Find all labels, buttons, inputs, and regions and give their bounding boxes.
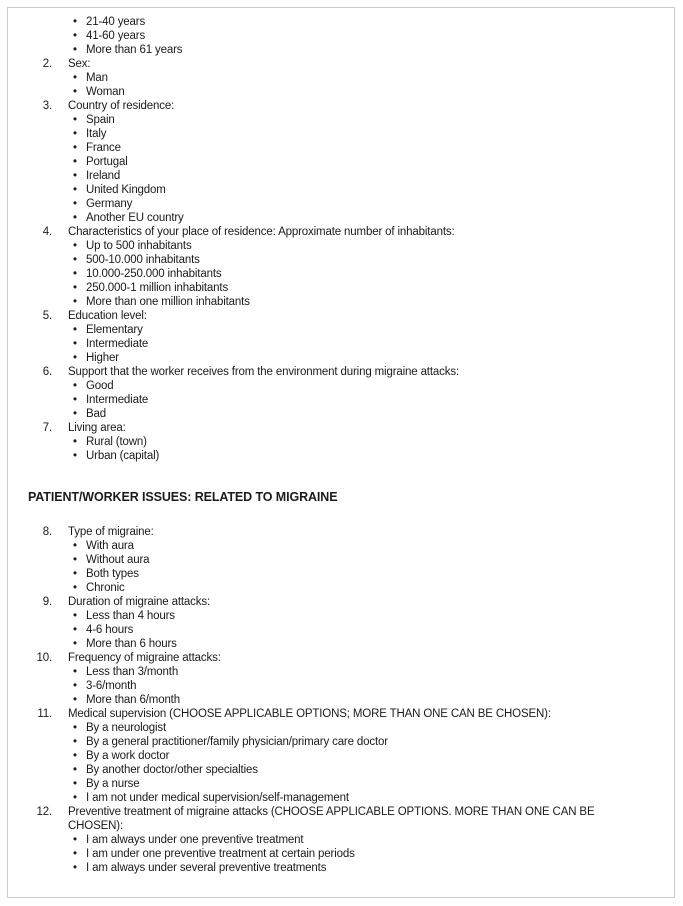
question-item <box>28 225 625 239</box>
answer-option <box>28 295 625 309</box>
question-number: 8. <box>42 526 52 538</box>
question-item <box>28 707 625 721</box>
question-number: 2. <box>42 58 52 70</box>
question-item <box>28 365 625 379</box>
answer-option-label: More than 6 hours <box>86 638 177 650</box>
question-number: 4. <box>42 226 52 238</box>
bullet-icon <box>68 749 86 763</box>
answer-option-label: Bad <box>86 408 107 420</box>
answer-option <box>28 861 625 875</box>
answer-option-label: 21-40 years <box>86 16 146 28</box>
answer-option <box>28 393 625 407</box>
answer-option <box>28 435 625 449</box>
question-label: Preventive treatment of migraine attacks (CHOOSE APPLICABLE OPTIONS. MORE THAN ONE CAN BE CHOSEN): <box>68 806 595 832</box>
bullet-icon <box>68 833 86 847</box>
bullet-icon <box>68 861 86 875</box>
answer-option-label: 41-60 years <box>86 30 146 42</box>
answer-option <box>28 155 625 169</box>
answer-option-label: Elementary <box>86 324 143 336</box>
bullet-icon <box>68 295 86 309</box>
answer-option <box>28 337 625 351</box>
answer-option <box>28 693 625 707</box>
answer-option-label: Intermediate <box>86 338 149 350</box>
question-item <box>28 525 625 539</box>
bullet-icon <box>68 637 86 651</box>
answer-option-label: Chronic <box>86 582 125 594</box>
bullet-icon <box>68 791 86 805</box>
bullet-icon <box>68 127 86 141</box>
bullet-icon <box>68 113 86 127</box>
answer-option-label: United Kingdom <box>86 184 166 196</box>
question-item <box>28 421 625 435</box>
answer-option <box>28 239 625 253</box>
answer-option <box>28 71 625 85</box>
bullet-icon <box>68 267 86 281</box>
bullet-icon <box>68 407 86 421</box>
question-number: 12. <box>36 806 52 818</box>
answer-option <box>28 253 625 267</box>
answer-option <box>28 553 625 567</box>
answer-option-label: More than 6/month <box>86 694 180 706</box>
bullet-icon <box>68 379 86 393</box>
answer-option <box>28 721 625 735</box>
question-label: Country of residence: <box>68 100 175 112</box>
answer-option <box>28 665 625 679</box>
answer-option <box>28 183 625 197</box>
bullet-icon <box>68 721 86 735</box>
bullet-icon <box>68 567 86 581</box>
answer-option-label: 10.000-250.000 inhabitants <box>86 268 222 280</box>
answer-option <box>28 267 625 281</box>
bullet-icon <box>68 539 86 553</box>
answer-option-label: Higher <box>86 352 119 364</box>
bullet-icon <box>68 183 86 197</box>
answer-option-label: 3-6/month <box>86 680 137 692</box>
section-heading: PATIENT/WORKER ISSUES: RELATED TO MIGRAINE <box>28 490 338 504</box>
answer-option-label: Both types <box>86 568 139 580</box>
question-number: 10. <box>36 652 52 664</box>
bullet-icon <box>68 197 86 211</box>
bullet-icon <box>68 623 86 637</box>
answer-option-label: Urban (capital) <box>86 450 160 462</box>
answer-option-label: Ireland <box>86 170 121 182</box>
answer-option <box>28 609 625 623</box>
answer-option-label: I am under one preventive treatment at certain periods <box>86 848 355 860</box>
question-number: 9. <box>42 596 52 608</box>
answer-option-label: Good <box>86 380 114 392</box>
bullet-icon <box>68 43 86 57</box>
answer-option <box>28 323 625 337</box>
answer-option-label: With aura <box>86 540 134 552</box>
answer-option <box>28 127 625 141</box>
answer-option-label: 4-6 hours <box>86 624 134 636</box>
answer-option <box>28 351 625 365</box>
answer-option <box>28 763 625 777</box>
bullet-icon <box>68 281 86 295</box>
question-label: Education level: <box>68 310 147 322</box>
bullet-icon <box>68 665 86 679</box>
answer-option <box>28 211 625 225</box>
bullet-icon <box>68 553 86 567</box>
bullet-icon <box>68 15 86 29</box>
answer-option <box>28 379 625 393</box>
answer-option-label: By a nurse <box>86 778 140 790</box>
question-number: 6. <box>42 366 52 378</box>
answer-option-label: By a general practitioner/family physician/primary care doctor <box>86 736 388 748</box>
answer-option <box>28 539 625 553</box>
answer-option-label: 500-10.000 inhabitants <box>86 254 200 266</box>
answer-option-label: Portugal <box>86 156 128 168</box>
answer-option-label: By another doctor/other specialties <box>86 764 258 776</box>
question-number: 5. <box>42 310 52 322</box>
bullet-icon <box>68 239 86 253</box>
bullet-icon <box>68 435 86 449</box>
answer-option <box>28 749 625 763</box>
question-number: 7. <box>42 422 52 434</box>
answer-option-label: Rural (town) <box>86 436 147 448</box>
answer-option <box>28 29 625 43</box>
answer-option-label: 250.000-1 million inhabitants <box>86 282 229 294</box>
answer-option <box>28 281 625 295</box>
question-label: Medical supervision (CHOOSE APPLICABLE OPTIONS; MORE THAN ONE CAN BE CHOSEN): <box>68 708 551 720</box>
answer-option-label: Less than 4 hours <box>86 610 175 622</box>
bullet-icon <box>68 449 86 463</box>
answer-option-label: Woman <box>86 86 125 98</box>
bullet-icon <box>68 581 86 595</box>
bullet-icon <box>68 847 86 861</box>
answer-option <box>28 777 625 791</box>
answer-option <box>28 679 625 693</box>
answer-option <box>28 623 625 637</box>
answer-option-label: Italy <box>86 128 107 140</box>
answer-option <box>28 113 625 127</box>
answer-option <box>28 833 625 847</box>
bullet-icon <box>68 393 86 407</box>
answer-option <box>28 791 625 805</box>
bullet-icon <box>68 351 86 365</box>
question-item <box>28 99 625 113</box>
bullet-icon <box>68 609 86 623</box>
answer-option-label: By a work doctor <box>86 750 170 762</box>
answer-option-label: I am always under several preventive treatments <box>86 862 327 874</box>
question-label: Support that the worker receives from the environment during migraine attacks: <box>68 366 459 378</box>
question-item <box>28 595 625 609</box>
answer-option <box>28 197 625 211</box>
answer-option <box>28 85 625 99</box>
question-label: Frequency of migraine attacks: <box>68 652 221 664</box>
bullet-icon <box>68 71 86 85</box>
bullet-icon <box>68 155 86 169</box>
answer-option <box>28 581 625 595</box>
answer-option-label: Man <box>86 72 108 84</box>
question-label: Sex: <box>68 58 91 70</box>
bullet-icon <box>68 337 86 351</box>
answer-option <box>28 847 625 861</box>
answer-option-label: More than 61 years <box>86 44 183 56</box>
bullet-icon <box>68 253 86 267</box>
answer-option-label: Less than 3/month <box>86 666 179 678</box>
answer-option-label: Intermediate <box>86 394 149 406</box>
answer-option-label: Up to 500 inhabitants <box>86 240 192 252</box>
question-number: 3. <box>42 100 52 112</box>
answer-option <box>28 449 625 463</box>
answer-option-label: Germany <box>86 198 133 210</box>
answer-option-label: By a neurologist <box>86 722 167 734</box>
answer-option <box>28 735 625 749</box>
bullet-icon <box>68 777 86 791</box>
question-number: 11. <box>37 708 52 720</box>
question-item <box>28 309 625 323</box>
question-label: Type of migraine: <box>68 526 154 538</box>
bullet-icon <box>68 211 86 225</box>
answer-option <box>28 15 625 29</box>
answer-option <box>28 407 625 421</box>
answer-option-label: France <box>86 142 121 154</box>
answer-option-label: More than one million inhabitants <box>86 296 250 308</box>
bullet-icon <box>68 85 86 99</box>
bullet-icon <box>68 323 86 337</box>
answer-option-label: Another EU country <box>86 212 184 224</box>
bullet-icon <box>68 29 86 43</box>
question-label: Living area: <box>68 422 126 434</box>
question-item <box>28 805 625 833</box>
question-label: Duration of migraine attacks: <box>68 596 211 608</box>
answer-option <box>28 43 625 57</box>
answer-option <box>28 637 625 651</box>
bullet-icon <box>68 679 86 693</box>
answer-option-label: I am not under medical supervision/self-management <box>86 792 349 804</box>
bullet-icon <box>68 141 86 155</box>
question-item <box>28 57 625 71</box>
answer-option <box>28 169 625 183</box>
question-label: Characteristics of your place of residence: Approximate number of inhabitants: <box>68 226 455 238</box>
answer-option <box>28 141 625 155</box>
bullet-icon <box>68 693 86 707</box>
answer-option-label: Spain <box>86 114 115 126</box>
bullet-icon <box>68 735 86 749</box>
bullet-icon <box>68 763 86 777</box>
answer-option <box>28 567 625 581</box>
answer-option-label: Without aura <box>86 554 150 566</box>
bullet-icon <box>68 169 86 183</box>
question-item <box>28 651 625 665</box>
answer-option-label: I am always under one preventive treatment <box>86 834 304 846</box>
